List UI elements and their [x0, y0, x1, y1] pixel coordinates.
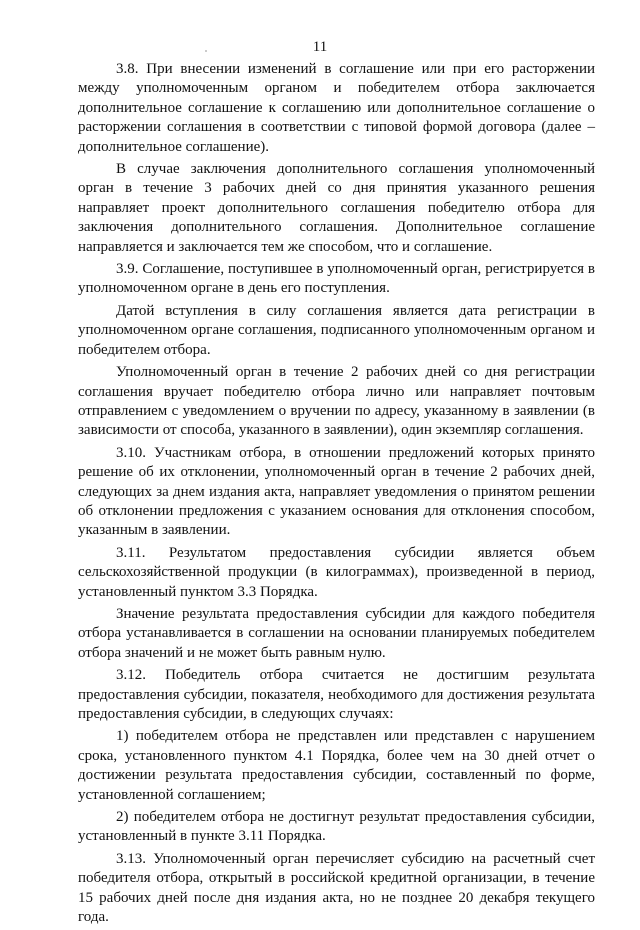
paragraph-delivery: Уполномоченный орган в течение 2 рабочих дней со дня регистрации соглашения вручает победителю отбора лично или направляет почтовым отправлением с уведомлением о вручении по адресу, указанному в заявлении (в зависимости от способа, указанного в заявлении), один экземпляр соглашения. [78, 364, 595, 439]
document-body [78, 60, 595, 930]
paragraph-additional-agreement: В случае заключения дополнительного соглашения уполномоченный орган в течение 3 рабочих дней со дня принятия указанного решения направляет проект дополнительного соглашения победителю отбора для заключения дополнительного соглашения. Дополнительное соглашение направляется и заключается тем же способом, что и соглашение. [78, 161, 595, 255]
paragraph-effective-date: Датой вступления в силу соглашения является дата регистрации в уполномоченном органе соглашения, подписанного уполномоченным органом и победителем отбора. [78, 302, 595, 358]
paragraph-result-value: Значение результата предоставления субсидии для каждого победителя отбора устанавливается в соглашении на основании планируемых победителем отбора значений и не может быть равным нулю. [78, 605, 595, 661]
page-number: 11 [312, 39, 328, 55]
paragraph-3-11: 3.11. Результатом предоставления субсидии является объем сельскохозяйственной продукции (в килограммах), произведенной в период, установленный пунктом 3.3 Порядка. [78, 544, 595, 600]
list-item-2: 2) победителем отбора не достигнут результат предоставления субсидии, установленный в пункте 3.11 Порядка. [78, 809, 595, 845]
list-item-1: 1) победителем отбора не представлен или представлен с нарушением срока, установленного пунктом 4.1 Порядка, более чем на 30 дней отчет о достижении результата предоставления субсидии, составленный по форме, установленной соглашением; [78, 728, 595, 803]
scan-artifact [205, 50, 207, 52]
paragraph-3-8: 3.8. При внесении изменений в соглашение или при его расторжении между уполномоченным органом и победителем отбора заключается дополнительное соглашение к соглашению или дополнительное соглашение о расторжении соглашения в соответствии с типовой формой договора (далее – дополнительное соглашение). [78, 61, 595, 155]
paragraph-3-13: 3.13. Уполномоченный орган перечисляет субсидию на расчетный счет победителя отбора, открытый в российской кредитной организации, в течение 15 рабочих дней после дня издания акта, но не позднее 20 декабря текущего года. [78, 850, 595, 926]
paragraph-3-9: 3.9. Соглашение, поступившее в уполномоченный орган, регистрируется в уполномоченном органе в день его поступления. [78, 261, 595, 297]
paragraph-3-12: 3.12. Победитель отбора считается не достигшим результата предоставления субсидии, показателя, необходимого для достижения результата предоставления субсидии, в следующих случаях: [78, 667, 595, 722]
paragraph-3-10: 3.10. Участникам отбора, в отношении предложений которых принято решение об их отклонении, уполномоченный орган в течение 2 рабочих дней, следующих за днем издания акта, направляет уведомления о принятом решении об отклонении предложения с указанием основания для отклонения способом, указанным в заявлении. [78, 444, 595, 539]
